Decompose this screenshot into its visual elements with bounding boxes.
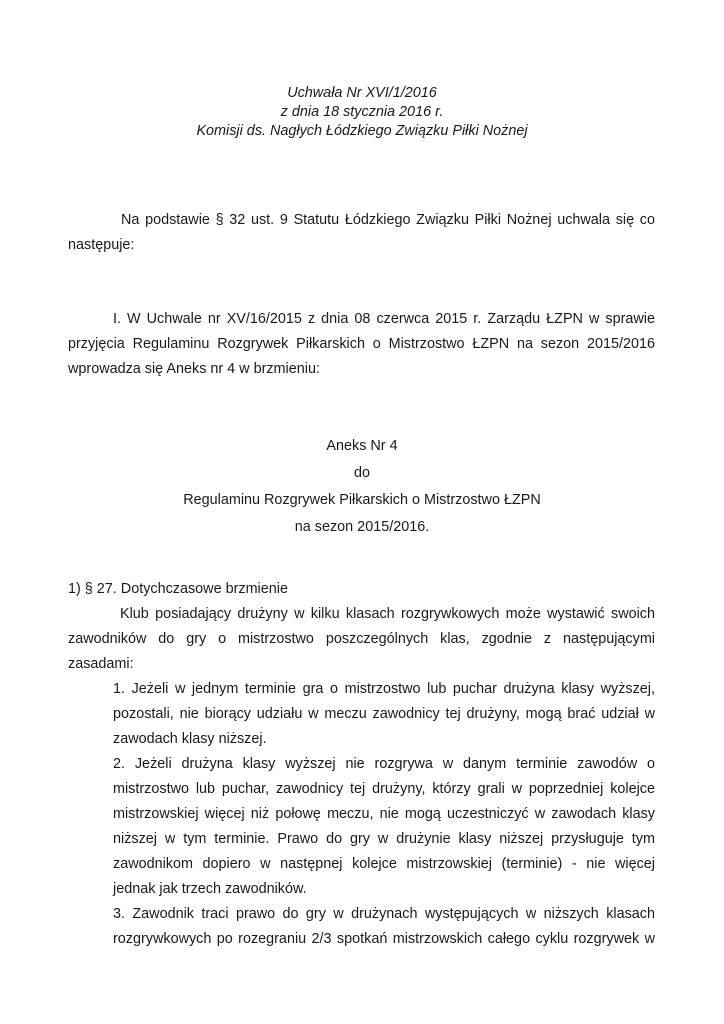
rule-item-3: [113, 902, 655, 952]
annex-title: Aneks Nr 4: [326, 438, 398, 454]
rule-item-line: rozgrywkowych po rozegraniu 2/3 spotkań mistrzowskich całego cyklu rozgrywek w: [113, 931, 655, 947]
section-i-line: wprowadza się Aneks nr 4 w brzmieniu:: [68, 361, 320, 377]
rule-line: zawodników do gry o mistrzostwo poszczególnych klas, zgodnie z następującymi: [68, 631, 655, 647]
section-i-line: I. W Uchwale nr XV/16/2015 z dnia 08 czerwca 2015 r. Zarządu ŁZPN w sprawie: [113, 311, 655, 327]
intro-line: następuje:: [68, 237, 135, 253]
section-i-line: przyjęcia Regulaminu Rozgrywek Piłkarskich o Mistrzostwo ŁZPN na sezon 2015/2016: [68, 336, 655, 352]
intro-paragraph: [68, 208, 655, 258]
rule-items-list: [113, 677, 655, 952]
resolution-header: [0, 84, 724, 141]
annex-regulation-name: Regulaminu Rozgrywek Piłkarskich o Mistrzostwo ŁZPN: [183, 492, 541, 508]
intro-line: Na podstawie § 32 ust. 9 Statutu Łódzkiego Związku Piłki Nożnej uchwala się co: [121, 212, 655, 228]
rule-item-line: mistrzowskiej więcej niż połowę meczu, nie mogą uczestniczyć w zawodach klasy: [113, 806, 655, 822]
resolution-number: Uchwała Nr XVI/1/2016: [287, 85, 437, 101]
rule-paragraph: [68, 577, 655, 677]
annex-season: na sezon 2015/2016.: [294, 519, 430, 535]
rule-item-line: 1. Jeżeli w jednym terminie gra o mistrzostwo lub puchar drużyna klasy wyższej,: [113, 681, 655, 697]
rule-item-line: zawodach klasy niższej.: [113, 731, 267, 747]
rule-item-line: jednak jak trzech zawodników.: [113, 881, 307, 897]
rule-item-line: 3. Zawodnik traci prawo do gry w drużynach występujących w niższych klasach: [113, 906, 655, 922]
rule-item-line: pozostali, nie biorący udziału w meczu zawodnicy tej drużyny, mogą brać udział w: [113, 706, 655, 722]
rule-item-line: mistrzostwo lub puchar, zawodnicy tej drużyny, którzy grali w poprzedniej kolejce: [113, 781, 655, 797]
rule-item-1: [113, 677, 655, 752]
rule-item-2: [113, 752, 655, 902]
resolution-date: z dnia 18 stycznia 2016 r.: [280, 104, 444, 120]
annex-title-block: [0, 433, 724, 541]
resolution-issuer: Komisji ds. Nagłych Łódzkiego Związku Piłki Nożnej: [196, 123, 528, 139]
rule-item-line: 2. Jeżeli drużyna klasy wyższej nie rozgrywa w danym terminie zawodów o: [113, 756, 655, 772]
annex-connector: do: [353, 465, 370, 481]
rule-item-line: niższej w tym terminie. Prawo do gry w drużynie klasy niższej przysługuje tym: [113, 831, 655, 847]
rule-heading: 1) § 27. Dotychczasowe brzmienie: [68, 581, 288, 597]
section-i-paragraph: [68, 307, 655, 382]
rule-line: zasadami:: [68, 656, 134, 672]
rule-item-line: zawodnikom dopiero w następnej kolejce mistrzowskiej (terminie) - nie więcej: [113, 856, 655, 872]
rule-line: Klub posiadający drużyny w kilku klasach rozgrywkowych może wystawić swoich: [120, 606, 655, 622]
